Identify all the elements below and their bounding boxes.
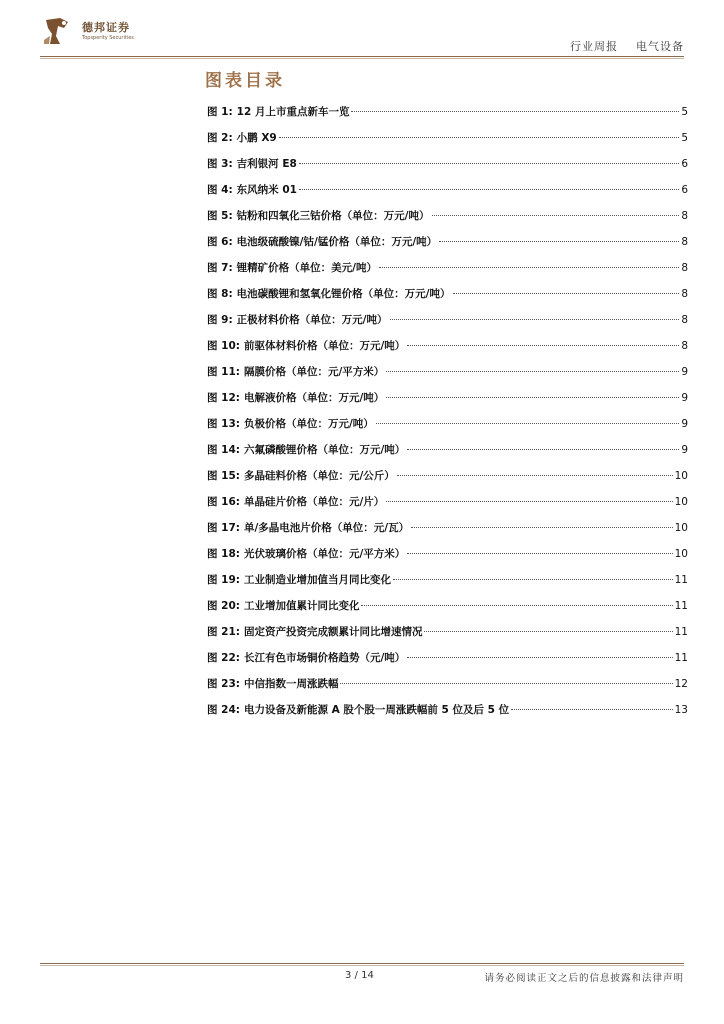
- toc-entry-title: [207, 390, 384, 405]
- toc-entry[interactable]: [207, 182, 688, 208]
- toc-page-number: 6: [681, 184, 688, 196]
- toc-entry[interactable]: [207, 286, 688, 312]
- figure-title: 东风纳米 01: [236, 184, 297, 196]
- toc-entry[interactable]: [207, 156, 688, 182]
- toc-entry[interactable]: [207, 364, 688, 390]
- toc-page-number: 8: [681, 340, 688, 352]
- figure-number: 图 21:: [207, 626, 240, 638]
- toc-entry-title: [207, 234, 437, 249]
- toc-page-number: 11: [674, 652, 688, 664]
- toc-entry-title: [207, 286, 451, 301]
- toc-page-number: 5: [681, 132, 688, 144]
- header-category: [570, 38, 684, 54]
- toc-entry-title: [207, 546, 405, 561]
- toc-page-number: 9: [681, 392, 688, 404]
- figure-number: 图 16:: [207, 496, 240, 508]
- footer-divider: [40, 963, 684, 964]
- figure-title: 锂精矿价格（单位：美元/吨）: [236, 262, 378, 274]
- toc-entry-title: [207, 520, 409, 535]
- header-divider-secondary: [40, 58, 684, 59]
- dot-leader: [407, 657, 672, 658]
- dot-leader: [351, 111, 679, 112]
- toc-entry[interactable]: [207, 104, 688, 130]
- dot-leader: [397, 475, 673, 476]
- figure-number: 图 7:: [207, 262, 233, 274]
- toc-page-number: 9: [681, 444, 688, 456]
- dot-leader: [411, 527, 672, 528]
- toc-entry[interactable]: [207, 260, 688, 286]
- figure-title: 钴粉和四氧化三钴价格（单位：万元/吨）: [236, 210, 430, 222]
- toc-page-number: 10: [674, 470, 688, 482]
- toc-entry[interactable]: [207, 572, 688, 598]
- toc-page-number: 8: [681, 288, 688, 300]
- toc-entry-title: [207, 260, 377, 275]
- dot-leader: [376, 423, 680, 424]
- toc-page-number: 13: [674, 704, 688, 716]
- toc-entry-title: [207, 702, 509, 717]
- figure-number: 图 5:: [207, 210, 233, 222]
- figure-title: 工业制造业增加值当月同比变化: [243, 574, 391, 586]
- figure-number: 图 13:: [207, 418, 240, 430]
- figure-number: 图 1:: [207, 106, 233, 118]
- toc-entry-title: [207, 442, 405, 457]
- figure-number: 图 11:: [207, 366, 240, 378]
- dot-leader: [299, 163, 680, 164]
- figure-number: 图 4:: [207, 184, 233, 196]
- figure-number: 图 19:: [207, 574, 240, 586]
- toc-entry-title: [207, 338, 405, 353]
- figure-number: 图 9:: [207, 314, 233, 326]
- dot-leader: [379, 267, 679, 268]
- dot-leader: [511, 709, 672, 710]
- toc-entry[interactable]: [207, 338, 688, 364]
- toc-title: 图表目录: [205, 71, 285, 91]
- toc-entry[interactable]: [207, 234, 688, 260]
- toc-entry[interactable]: [207, 650, 688, 676]
- toc-page-number: 8: [681, 314, 688, 326]
- toc-entry[interactable]: [207, 208, 688, 234]
- dot-leader: [407, 553, 672, 554]
- dot-leader: [386, 501, 672, 502]
- figure-title: 负极价格（单位：万元/吨）: [243, 418, 374, 430]
- figure-title: 工业增加值累计同比变化: [243, 600, 360, 612]
- toc-entry-title: [207, 468, 395, 483]
- figure-number: 图 10:: [207, 340, 240, 352]
- disclaimer: 请务必阅读正文之后的信息披露和法律声明: [484, 973, 684, 984]
- toc-entry[interactable]: [207, 546, 688, 572]
- toc-entry[interactable]: [207, 598, 688, 624]
- figure-title: 吉利银河 E8: [236, 158, 297, 170]
- figure-number: 图 22:: [207, 652, 240, 664]
- logo-emblem-icon: [40, 14, 74, 48]
- figure-title: 12 月上市重点新车一览: [236, 106, 350, 118]
- logo-text-cn: 德邦证券: [82, 21, 130, 34]
- figure-number: 图 17:: [207, 522, 240, 534]
- figure-title: 正极材料价格（单位：万元/吨）: [236, 314, 388, 326]
- industry-name: 电气设备: [636, 40, 684, 53]
- figure-title: 单/多晶电池片价格（单位：元/瓦）: [243, 522, 410, 534]
- toc-page-number: 10: [674, 522, 688, 534]
- dot-leader: [386, 397, 679, 398]
- figure-number: 图 20:: [207, 600, 240, 612]
- figure-number: 图 23:: [207, 678, 240, 690]
- toc-entry-title: [207, 104, 349, 119]
- figure-number: 图 14:: [207, 444, 240, 456]
- figure-toc: [207, 104, 688, 728]
- dot-leader: [453, 293, 680, 294]
- figure-number: 图 6:: [207, 236, 233, 248]
- page-number: 3 / 14: [345, 970, 374, 981]
- toc-entry[interactable]: [207, 624, 688, 650]
- figure-title: 电池级硫酸镍/钴/锰价格（单位：万元/吨）: [236, 236, 438, 248]
- toc-page-number: 8: [681, 236, 688, 248]
- figure-title: 电池碳酸锂和氢氧化锂价格（单位：万元/吨）: [236, 288, 451, 300]
- figure-title: 固定资产投资完成额累计同比增速情况: [243, 626, 423, 638]
- figure-number: 图 12:: [207, 392, 240, 404]
- toc-page-number: 11: [674, 574, 688, 586]
- dot-leader: [390, 319, 680, 320]
- dot-leader: [340, 683, 672, 684]
- toc-page-number: 5: [681, 106, 688, 118]
- company-logo: [40, 14, 140, 48]
- toc-entry-title: [207, 182, 297, 197]
- figure-number: 图 24:: [207, 704, 240, 716]
- toc-entry[interactable]: [207, 390, 688, 416]
- toc-entry[interactable]: [207, 468, 688, 494]
- dot-leader: [299, 189, 679, 190]
- toc-entry-title: [207, 494, 384, 509]
- toc-page-number: 9: [681, 418, 688, 430]
- figure-title: 电力设备及新能源 A 股个股一周涨跌幅前 5 位及后 5 位: [243, 704, 510, 716]
- toc-entry-title: [207, 676, 338, 691]
- toc-page-number: 9: [681, 366, 688, 378]
- figure-number: 图 8:: [207, 288, 233, 300]
- toc-page-number: 6: [681, 158, 688, 170]
- dot-leader: [407, 345, 679, 346]
- toc-page-number: 11: [674, 626, 688, 638]
- dot-leader: [407, 449, 679, 450]
- header-divider: [40, 56, 684, 57]
- dot-leader: [424, 631, 672, 632]
- toc-entry[interactable]: [207, 702, 688, 728]
- toc-entry[interactable]: [207, 312, 688, 338]
- toc-entry[interactable]: [207, 520, 688, 546]
- figure-title: 电解液价格（单位：万元/吨）: [243, 392, 385, 404]
- toc-page-number: 12: [674, 678, 688, 690]
- toc-entry-title: [207, 312, 388, 327]
- dot-leader: [432, 215, 680, 216]
- logo-text-en: Topsperity Securities: [82, 35, 134, 41]
- toc-entry[interactable]: [207, 494, 688, 520]
- figure-title: 六氟磷酸锂价格（单位：万元/吨）: [243, 444, 406, 456]
- toc-page-number: 10: [674, 548, 688, 560]
- toc-entry-title: [207, 208, 430, 223]
- figure-title: 单晶硅片价格（单位：元/片）: [243, 496, 385, 508]
- figure-title: 中信指数一周涨跌幅: [243, 678, 339, 690]
- toc-entry[interactable]: [207, 416, 688, 442]
- toc-entry-title: [207, 624, 422, 639]
- toc-entry-title: [207, 130, 277, 145]
- report-type: 行业周报: [570, 40, 618, 53]
- toc-entry[interactable]: [207, 676, 688, 702]
- toc-page-number: 11: [674, 600, 688, 612]
- dot-leader: [386, 371, 679, 372]
- toc-entry-title: [207, 598, 359, 613]
- figure-number: 图 15:: [207, 470, 240, 482]
- toc-entry-title: [207, 364, 384, 379]
- figure-title: 多晶硅料价格（单位：元/公斤）: [243, 470, 395, 482]
- figure-number: 图 3:: [207, 158, 233, 170]
- figure-title: 前驱体材料价格（单位：万元/吨）: [243, 340, 406, 352]
- toc-page-number: 10: [674, 496, 688, 508]
- toc-entry-title: [207, 650, 405, 665]
- toc-page-number: 8: [681, 262, 688, 274]
- figure-number: 图 18:: [207, 548, 240, 560]
- dot-leader: [279, 137, 680, 138]
- figure-title: 长江有色市场铜价格趋势（元/吨）: [243, 652, 406, 664]
- toc-entry[interactable]: [207, 442, 688, 468]
- dot-leader: [393, 579, 673, 580]
- toc-page-number: 8: [681, 210, 688, 222]
- dot-leader: [439, 241, 679, 242]
- toc-entry-title: [207, 416, 374, 431]
- dot-leader: [361, 605, 672, 606]
- toc-entry[interactable]: [207, 130, 688, 156]
- figure-title: 光伏玻璃价格（单位：元/平方米）: [243, 548, 406, 560]
- figure-number: 图 2:: [207, 132, 233, 144]
- toc-entry-title: [207, 156, 297, 171]
- toc-entry-title: [207, 572, 391, 587]
- figure-title: 隔膜价格（单位：元/平方米）: [243, 366, 385, 378]
- footer-divider-secondary: [40, 965, 684, 966]
- figure-title: 小鹏 X9: [236, 132, 277, 144]
